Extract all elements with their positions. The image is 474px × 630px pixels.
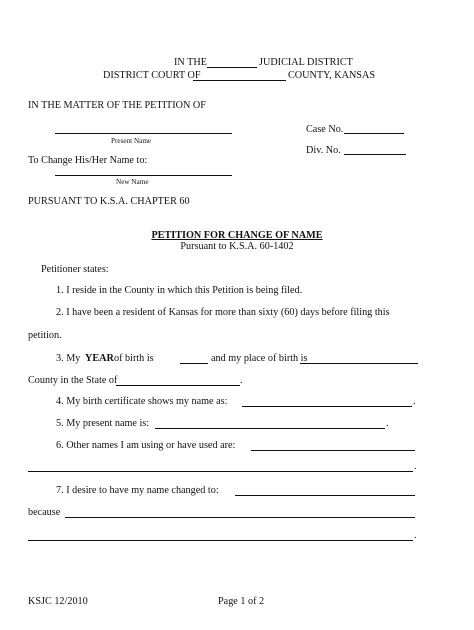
case-no-blank[interactable] xyxy=(344,133,404,134)
item-5-end: . xyxy=(386,418,389,429)
pursuant-chapter: PURSUANT TO K.S.A. CHAPTER 60 xyxy=(28,196,190,207)
birth-year-blank[interactable] xyxy=(180,363,208,364)
header-line1-prefix: IN THE xyxy=(174,57,207,68)
case-no-label: Case No. xyxy=(306,124,344,135)
item-2-line2: petition. xyxy=(28,330,62,341)
div-no-blank[interactable] xyxy=(344,154,406,155)
birth-place-blank[interactable] xyxy=(300,363,418,364)
header-line1-suffix: JUDICIAL DISTRICT xyxy=(259,57,353,68)
div-no-label: Div. No. xyxy=(306,145,341,156)
item-2-line1: 2. I have been a resident of Kansas for more than sixty (60) days before filing this xyxy=(56,307,390,318)
item-3-end: . xyxy=(240,375,243,386)
item-1: 1. I reside in the County in which this Petition is being filed. xyxy=(56,285,303,296)
other-names-blank-2[interactable] xyxy=(28,471,413,472)
item-3-a: 3. My xyxy=(56,353,81,364)
item-3-year: YEAR xyxy=(85,353,114,364)
birth-state-blank[interactable] xyxy=(116,385,240,386)
item-6: 6. Other names I am using or have used are: xyxy=(56,440,236,451)
item-3-county: County in the State of xyxy=(28,375,118,386)
birth-certificate-name-blank[interactable] xyxy=(242,406,412,407)
county-blank[interactable] xyxy=(193,80,286,81)
form-id: KSJC 12/2010 xyxy=(28,596,88,607)
petitioner-states: Petitioner states: xyxy=(41,264,109,275)
reason-blank-2[interactable] xyxy=(28,540,413,541)
item-7-because: because xyxy=(28,507,61,518)
item-4-end: . xyxy=(413,396,416,407)
new-name-line[interactable] xyxy=(55,175,232,176)
change-to-label: To Change His/Her Name to: xyxy=(28,155,148,166)
new-name-label: New Name xyxy=(116,178,149,186)
present-name-blank[interactable] xyxy=(155,428,385,429)
document-subtitle: Pursuant to K.S.A. 60-1402 xyxy=(180,241,294,252)
present-name-line[interactable] xyxy=(55,133,232,134)
item-5: 5. My present name is: xyxy=(56,418,150,429)
matter-heading: IN THE MATTER OF THE PETITION OF xyxy=(28,100,206,111)
item-3-b: of birth is xyxy=(114,353,154,364)
item-4: 4. My birth certificate shows my name as: xyxy=(56,396,228,407)
header-line2-suffix: COUNTY, KANSAS xyxy=(288,70,375,81)
item-6-end: . xyxy=(414,461,417,472)
page-number: Page 1 of 2 xyxy=(218,596,265,607)
item-7-end: . xyxy=(414,530,417,541)
judicial-district-blank[interactable] xyxy=(207,67,257,68)
reason-blank-1[interactable] xyxy=(65,517,415,518)
item-3-c: and my place of birth is xyxy=(211,353,308,364)
item-7: 7. I desire to have my name changed to: xyxy=(56,485,219,496)
other-names-blank-1[interactable] xyxy=(251,450,415,451)
header-line2-prefix: DISTRICT COURT OF xyxy=(103,70,201,81)
present-name-label: Present Name xyxy=(111,137,152,145)
document-title: PETITION FOR CHANGE OF NAME xyxy=(151,230,323,241)
desired-name-blank[interactable] xyxy=(235,495,415,496)
